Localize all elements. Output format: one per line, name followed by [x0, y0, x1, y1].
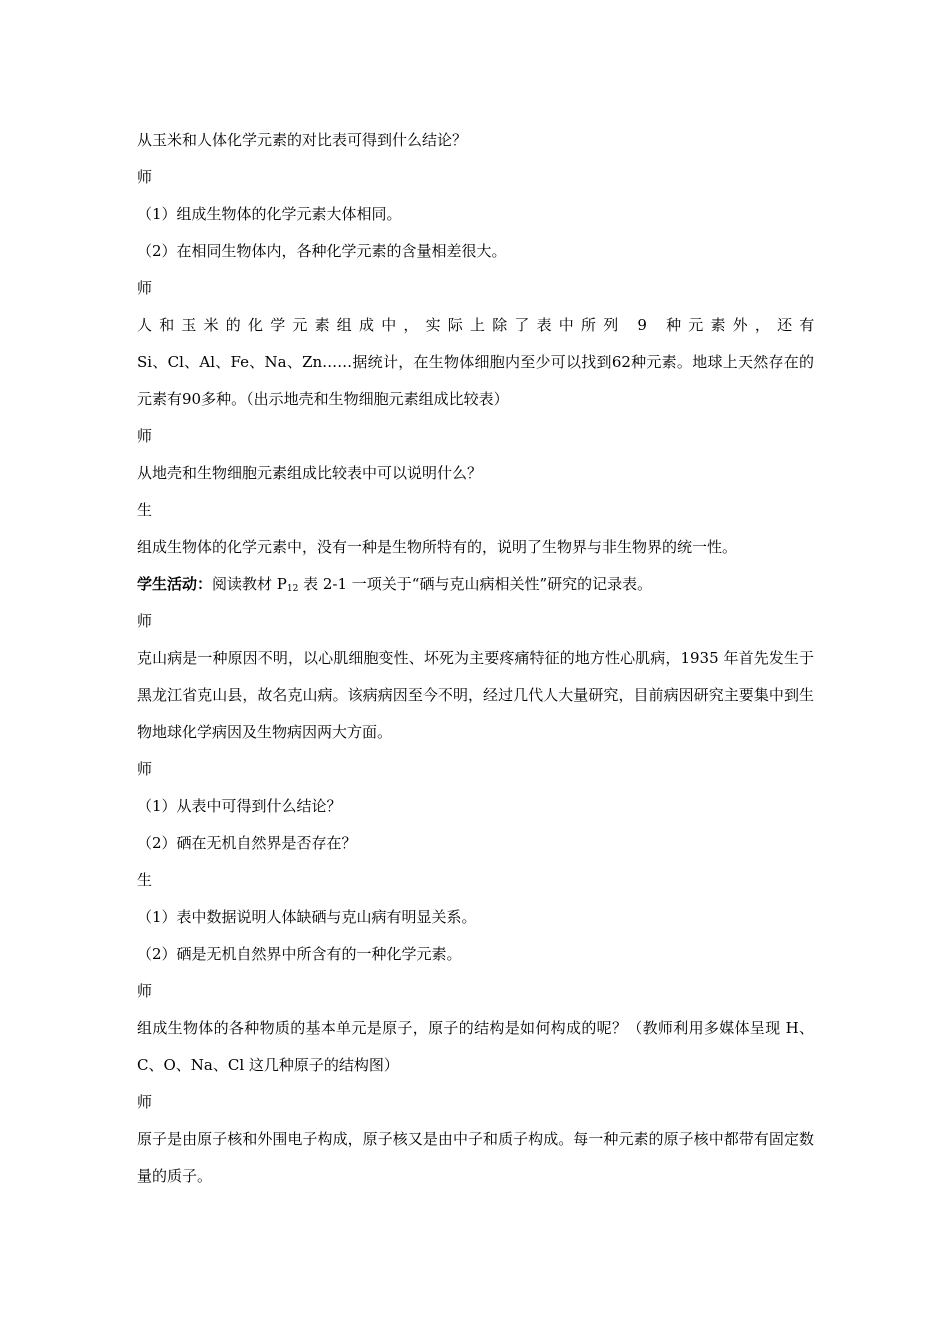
- speaker-teacher: 师: [137, 760, 153, 778]
- speaker-student: 生: [137, 501, 153, 519]
- keshan-disease-paragraph: 克山病是一种原因不明，以心肌细胞变性、坏死为主要疼痛特征的地方性心肌病，1935 年首先发生于黑龙江省克山县，故名克山病。该病病因至今不明，经过几代人大量研究，目前病因研究主要集中到生物地球化学病因及生物病因两大方面。: [137, 649, 814, 741]
- speaker-teacher: 师: [137, 1093, 153, 1111]
- speaker-teacher: 师: [137, 427, 153, 445]
- page-number-subscript: 12: [286, 584, 299, 594]
- speaker-teacher: 师: [137, 279, 153, 297]
- student-activity-text-a: 阅读教材 P: [212, 575, 287, 593]
- speaker-teacher: 师: [137, 982, 153, 1000]
- student-activity-paragraph: [137, 566, 814, 603]
- question-paragraph: 从地壳和生物细胞元素组成比较表中可以说明什么？: [137, 464, 483, 482]
- student-activity-text-b: 表 2-1 一项关于“硒与克山病相关性”研究的记录表。: [298, 575, 653, 593]
- student-activity-label: 学生活动：: [137, 575, 213, 593]
- answer-item-2: （2）硒是无机自然界中所含有的一种化学元素。: [137, 945, 462, 963]
- document-body: [137, 122, 822, 1195]
- elements-paragraph-line-1: 人和玉米的化学元素组成中，实际上除了表中所列 9 种元素外，还有: [137, 316, 822, 334]
- elements-paragraph-continued: Si、Cl、Al、Fe、Na、Zn……据统计，在生物体细胞内至少可以找到62种元素。地球上天然存在的元素有90多种。（出示地壳和生物细胞元素组成比较表）: [137, 353, 814, 408]
- question-item-2: （2）硒在无机自然界是否存在？: [137, 834, 357, 852]
- speaker-teacher: 师: [137, 168, 153, 186]
- conclusion-item-1: （1）组成生物体的化学元素大体相同。: [137, 205, 402, 223]
- atom-structure-answer: 原子是由原子核和外围电子构成，原子核又是由中子和质子构成。每一种元素的原子核中都带有固定数量的质子。: [137, 1130, 814, 1185]
- atom-structure-question: 组成生物体的各种物质的基本单元是原子，原子的结构是如何构成的呢？（教师利用多媒体呈现 H、C、O、Na、Cl 这几种原子的结构图）: [137, 1019, 814, 1074]
- speaker-teacher: 师: [137, 612, 153, 630]
- question-item-1: （1）从表中可得到什么结论？: [137, 797, 342, 815]
- answer-item-1: （1）表中数据说明人体缺硒与克山病有明显关系。: [137, 908, 477, 926]
- answer-paragraph: 组成生物体的化学元素中，没有一种是生物所特有的，说明了生物界与非生物界的统一性。: [137, 538, 738, 556]
- speaker-student: 生: [137, 871, 153, 889]
- conclusion-item-2: （2）在相同生物体内，各种化学元素的含量相差很大。: [137, 242, 507, 260]
- question-paragraph: 从玉米和人体化学元素的对比表可得到什么结论？: [137, 131, 468, 149]
